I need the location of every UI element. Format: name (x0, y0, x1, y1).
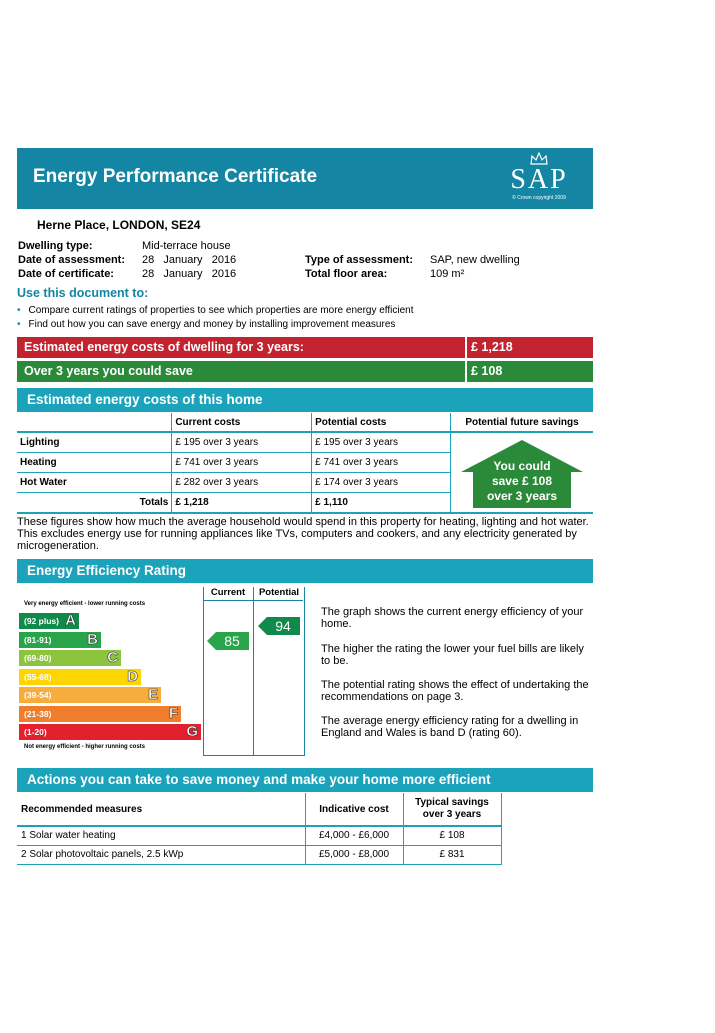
savings-arrow-cell (450, 432, 593, 513)
property-address: Herne Place, LONDON, SE24 (37, 218, 201, 232)
col-current-costs: Current costs (172, 413, 312, 432)
costs-note: These figures show how much the average household would spend in this property for heating, lighting and hot water. This excludes energy use for running appliances like TVs, computers and cookers, and any electricity generated by microgeneration. (17, 516, 589, 552)
rating-band-a: (92 plus) A (19, 613, 79, 629)
col-indicative-cost: Indicative cost (305, 793, 403, 826)
assessment-date-label: Date of assessment: (18, 254, 125, 266)
dwelling-type-label: Dwelling type: (18, 240, 93, 252)
efficiency-rating-graph (17, 587, 305, 757)
totals-row: Totals £ 1,218 £ 1,110 (17, 493, 593, 514)
floor-area-value: 109 m² (430, 268, 465, 280)
table-row: 2 Solar photovoltaic panels, 2.5 kWp £5,000 - £8,000 £ 831 (17, 845, 501, 864)
table-row: Lighting £ 195 over 3 years £ 195 over 3 years You could save £ 108 over 3 years (17, 432, 593, 453)
assessment-date-value: 28 January 2016 (142, 254, 237, 266)
rating-band-c: (69-80) C (19, 650, 121, 666)
use-document-heading: Use this document to: (17, 286, 149, 300)
table-header-row (17, 413, 593, 432)
bottom-efficiency-note: Not energy efficient - higher running costs (24, 744, 146, 750)
energy-efficiency-heading: Energy Efficiency Rating (17, 559, 593, 583)
potential-rating-arrow (258, 616, 302, 636)
col-future-savings: Potential future savings (450, 413, 593, 432)
bullet-item: • Compare current ratings of properties to see which properties are more energy efficient (17, 305, 414, 316)
rating-band-f: (21-38) F (19, 706, 181, 722)
actions-table (17, 793, 502, 865)
rating-band-d: (55-68) D (19, 669, 141, 685)
efficiency-text-3: The potential rating shows the effect of undertaking the recommendations on page 3. (321, 679, 589, 703)
estimated-cost-bar (17, 337, 593, 358)
current-rating-value: 85 (224, 633, 240, 649)
top-efficiency-note: Very energy efficient - lower running costs (24, 601, 146, 607)
sap-logo-text: SAP (510, 164, 568, 195)
current-column-label: Current (210, 587, 246, 598)
certificate-title: Energy Performance Certificate (33, 166, 318, 187)
potential-column-label: Potential (258, 587, 300, 598)
rating-band-g: (1-20) G (19, 724, 201, 740)
header-banner (17, 148, 593, 209)
energy-costs-heading: Estimated energy costs of this home (17, 388, 593, 412)
table-header-row (17, 793, 501, 826)
potential-saving-bar (17, 361, 593, 382)
dwelling-type-value: Mid-terrace house (142, 240, 231, 252)
rating-band-b: (81-91) B (19, 632, 101, 648)
assessment-type-value: SAP, new dwelling (430, 254, 520, 266)
estimated-cost-value: £ 1,218 (471, 340, 513, 354)
certificate-date-value: 28 January 2016 (142, 268, 237, 280)
efficiency-text-1: The graph shows the current energy efficiency of your home. (321, 606, 584, 630)
col-typical-savings: Typical savings over 3 years (403, 793, 501, 826)
sap-logo (499, 152, 579, 206)
sap-copyright: © Crown copyright 2009 (512, 195, 566, 201)
col-potential-costs: Potential costs (312, 413, 451, 432)
efficiency-text-2: The higher the rating the lower your fuel bills are likely to be. (321, 643, 584, 667)
crown-icon (530, 152, 548, 166)
bullet-item: • Find out how you can save energy and money by installing improvement measures (17, 319, 396, 330)
potential-rating-value: 94 (275, 618, 291, 634)
floor-area-label: Total floor area: (305, 268, 388, 280)
certificate-date-label: Date of certificate: (18, 268, 114, 280)
potential-saving-label: Over 3 years you could save (24, 364, 193, 378)
actions-heading: Actions you can take to save money and make your home more efficient (17, 768, 593, 792)
efficiency-text-4: The average energy efficiency rating for a dwelling in England and Wales is band D (rating 60). (321, 715, 579, 739)
estimated-cost-label: Estimated energy costs of dwelling for 3 years: (24, 340, 304, 354)
col-recommended-measures: Recommended measures (17, 793, 305, 826)
assessment-type-label: Type of assessment: (305, 254, 414, 266)
rating-band-e: (39-54) E (19, 687, 161, 703)
current-rating-arrow (207, 631, 251, 651)
table-row: Heating £ 741 over 3 years £ 741 over 3 years (17, 453, 593, 473)
table-row: Hot Water £ 282 over 3 years £ 174 over 3 years (17, 473, 593, 493)
table-row: 1 Solar water heating £4,000 - £6,000 £ 108 (17, 826, 501, 845)
energy-costs-table (17, 413, 593, 514)
savings-message: You could save £ 108 over 3 years (486, 459, 558, 503)
potential-saving-value: £ 108 (471, 364, 503, 378)
